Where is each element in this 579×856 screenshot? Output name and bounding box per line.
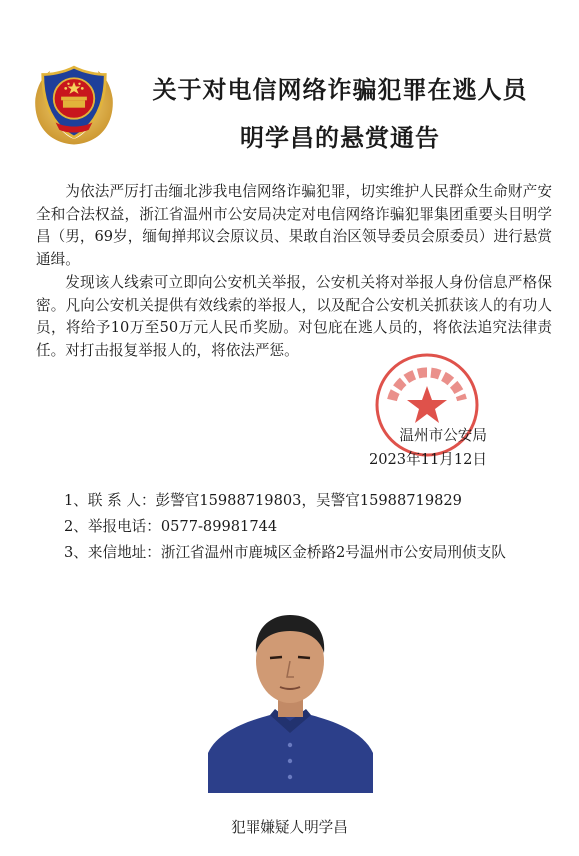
contact-address: 3、来信地址：浙江省温州市鹿城区金桥路2号温州市公安局刑侦支队	[64, 544, 506, 561]
notice-title	[130, 66, 550, 162]
contact-phone: 2、举报电话：0577-89981744	[64, 518, 278, 535]
suspect-photo	[208, 603, 373, 793]
police-emblem-icon	[28, 58, 120, 150]
photo-caption: 犯罪嫌疑人明学昌	[231, 819, 348, 836]
title-line-2: 明学昌的悬赏通告	[240, 123, 440, 152]
signature-organization: 温州市公安局	[399, 427, 487, 444]
contact-list	[36, 488, 552, 566]
title-line-1: 关于对电信网络诈骗犯罪在逃人员	[152, 75, 528, 104]
notice-paragraph-2: 发现该人线索可立即向公安机关举报，公安机关将对举报人身份信息严格保密。凡向公安机关提供有效线索的举报人，以及配合公安机关抓获该人的有功人员，将给予10万至50万元人民币奖励。对包庇在逃人员的，将依法追究法律责任。对打击报复举报人的，将依法严惩。	[36, 274, 552, 359]
notice-paragraph-1: 为依法严厉打击缅北涉我电信网络诈骗犯罪，切实维护人民群众生命财产安全和合法权益，浙江省温州市公安局决定对电信网络诈骗犯罪集团重要头目明学昌（男，69岁，缅甸掸邦议会原议员、果敢自治区领导委员会原委员）进行悬赏通缉。	[36, 183, 552, 268]
signature-date: 2023年11月12日	[368, 451, 487, 468]
contact-people: 1、联 系 人：彭警官15988719803，吴警官15988719829	[64, 492, 462, 509]
